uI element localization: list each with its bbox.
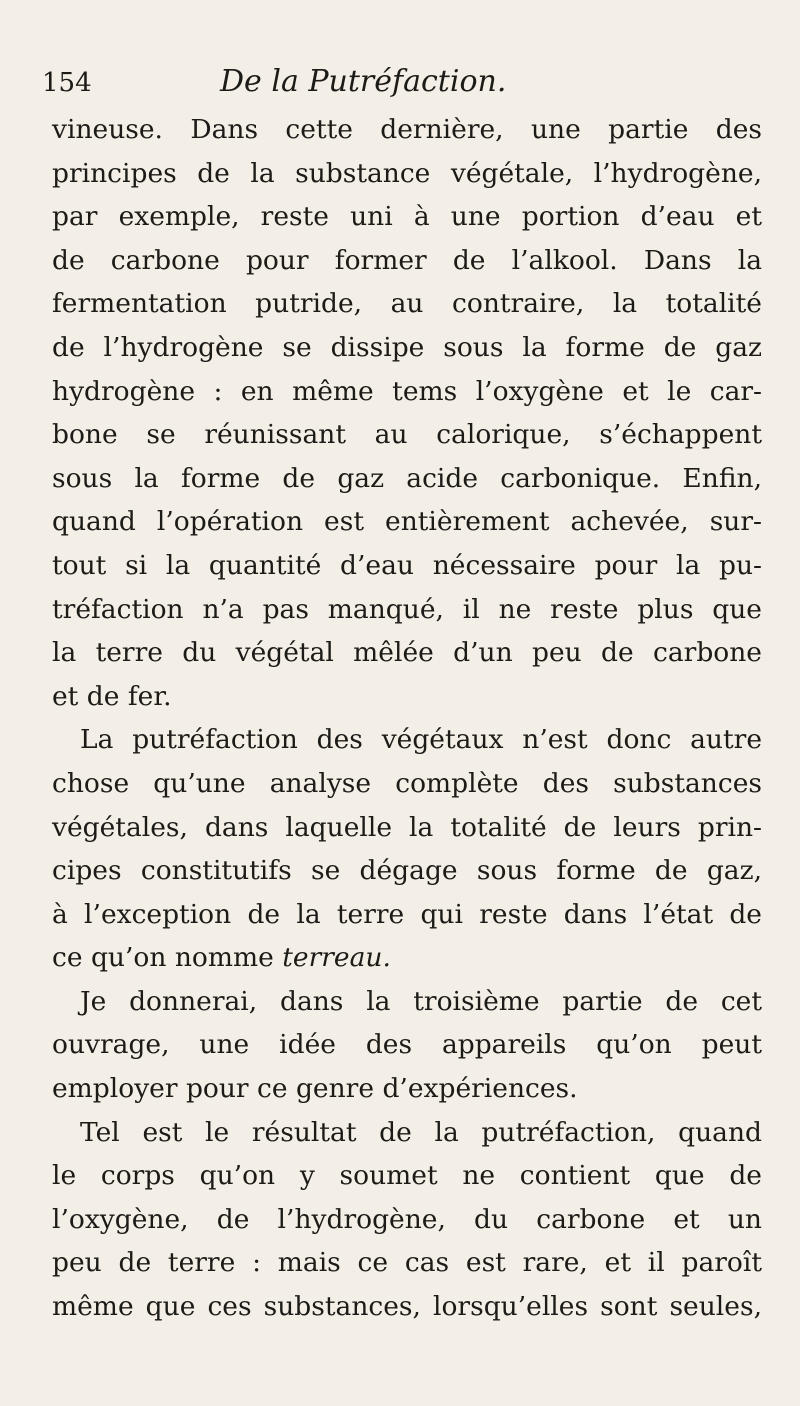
paragraph-end-line bbox=[52, 936, 762, 980]
paragraph-end-line: et de fer. bbox=[52, 680, 172, 712]
text-segment: ce qu’on nomme bbox=[52, 942, 274, 974]
italic-term: terreau. bbox=[282, 942, 391, 974]
text-line: chose qu’une analyse complète des substances bbox=[52, 767, 762, 799]
text-line: sous la forme de gaz acide carbonique. Enfin, bbox=[52, 462, 762, 494]
running-head bbox=[42, 64, 762, 104]
text-line: végétales, dans laquelle la totalité de leurs prin- bbox=[52, 811, 762, 843]
text-line: principes de la substance végétale, l’hydrogène, bbox=[52, 157, 762, 189]
text-line: cipes constitutifs se dégage sous forme de gaz, bbox=[52, 855, 762, 887]
text-line: fermentation putride, au contraire, la totalité bbox=[52, 288, 762, 320]
paragraph-end-line: employer pour ce genre d’expériences. bbox=[52, 1073, 578, 1105]
body-text bbox=[52, 108, 762, 1329]
text-line: tout si la quantité d’eau nécessaire pour la pu- bbox=[52, 549, 762, 581]
text-line: peu de terre : mais ce cas est rare, et il paroît bbox=[52, 1247, 762, 1279]
text-line: vineuse. Dans cette dernière, une partie des bbox=[52, 114, 762, 145]
paragraph-first-line: Tel est le résultat de la putréfaction, quand bbox=[80, 1116, 762, 1148]
text-line: de carbone pour former de l’alkool. Dans la bbox=[52, 244, 762, 276]
text-line: bone se réunissant au calorique, s’échappent bbox=[52, 419, 762, 451]
text-line: le corps qu’on y soumet ne contient que de bbox=[52, 1160, 762, 1192]
text-line: ouvrage, une idée des appareils qu’on peut bbox=[52, 1029, 762, 1061]
text-line: par exemple, reste uni à une portion d’eau et bbox=[52, 201, 762, 233]
text-line: tréfaction n’a pas manqué, il ne reste plus que bbox=[52, 593, 762, 625]
paragraph-first-line: Je donnerai, dans la troisième partie de cet bbox=[80, 985, 762, 1017]
text-line: l’oxygène, de l’hydrogène, du carbone et un bbox=[52, 1203, 762, 1235]
text-line: hydrogène : en même tems l’oxygène et le car- bbox=[52, 375, 762, 407]
text-line: à l’exception de la terre qui reste dans l’état de bbox=[52, 898, 762, 930]
page-number: 154 bbox=[42, 68, 92, 98]
paragraph-first-line: La putréfaction des végétaux n’est donc autre bbox=[80, 724, 762, 756]
text-line: quand l’opération est entièrement achevée, sur- bbox=[52, 506, 762, 538]
text-line: même que ces substances, lorsqu’elles sont seules, bbox=[52, 1291, 762, 1323]
text-line: la terre du végétal mêlée d’un peu de carbone bbox=[52, 637, 762, 669]
running-title: De la Putréfaction. bbox=[220, 64, 507, 99]
text-line: de l’hydrogène se dissipe sous la forme de gaz bbox=[52, 331, 762, 363]
